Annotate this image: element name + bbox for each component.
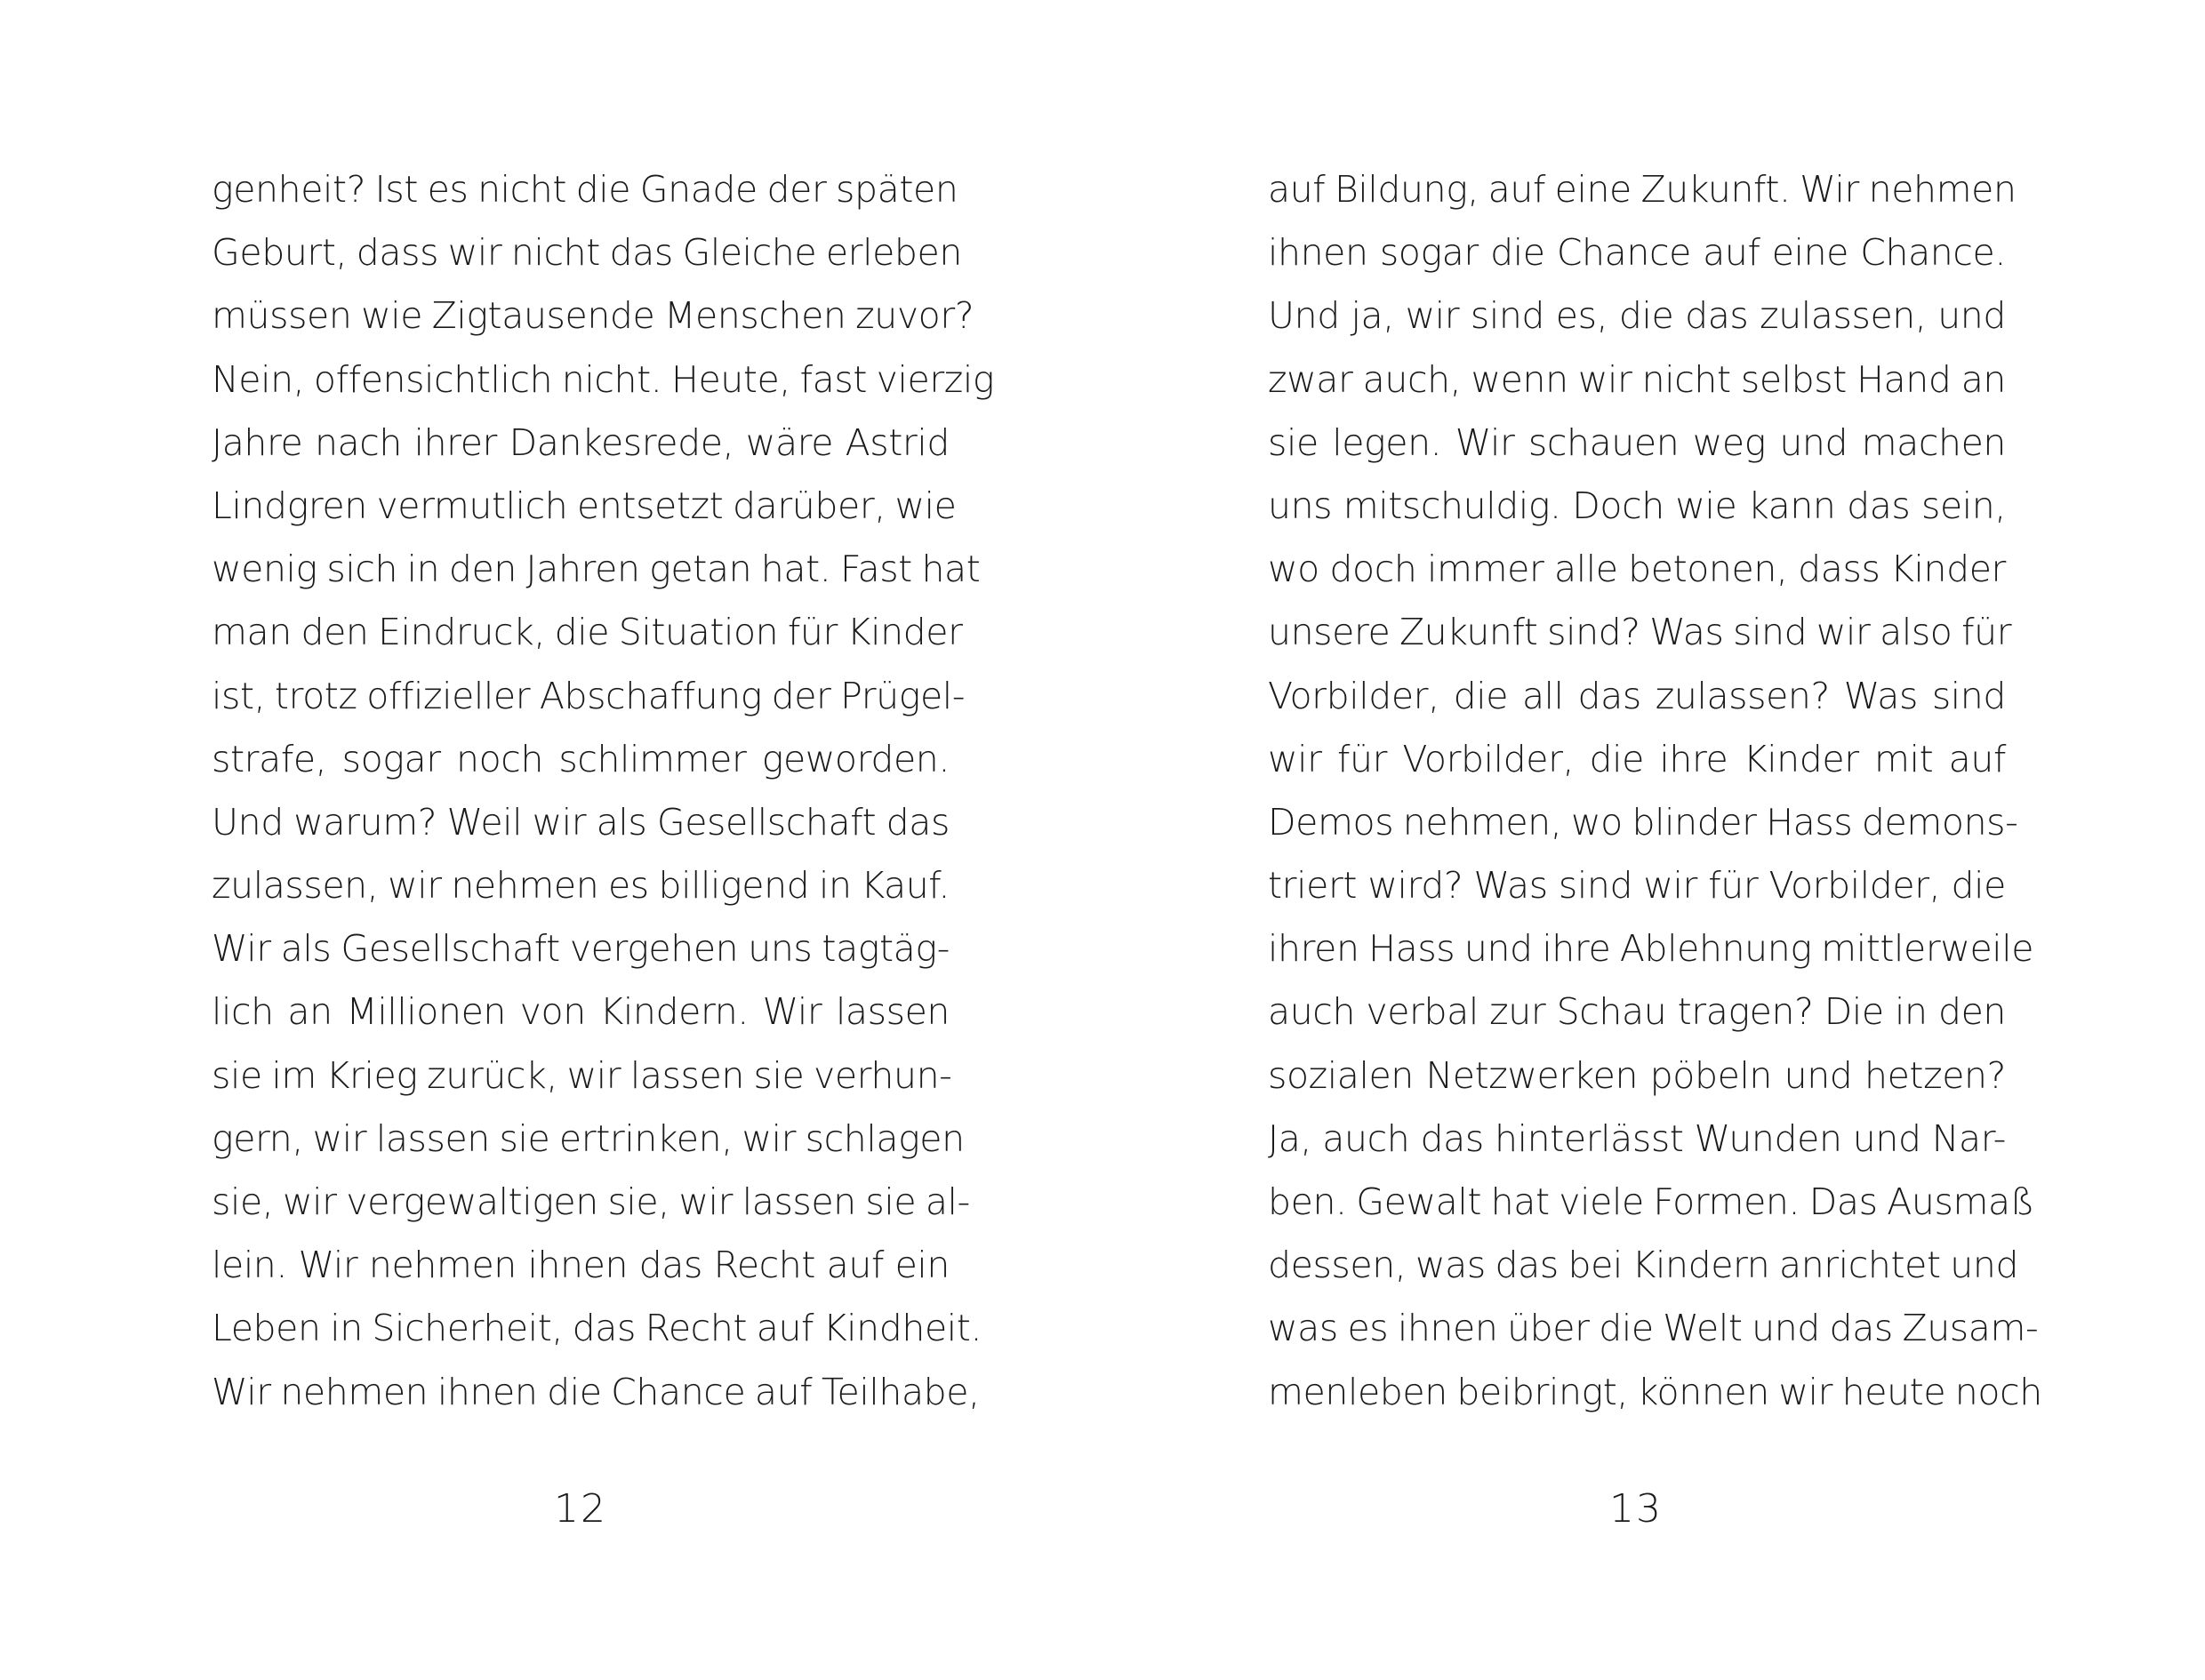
text-line: Nein, offensichtlich nicht. Heute, fast vierzig bbox=[212, 357, 995, 401]
text-line: Wir nehmen ihnen die Chance auf Teilhabe, bbox=[212, 1370, 980, 1413]
text-line: genheit? Ist es nicht die Gnade der späten bbox=[212, 168, 958, 211]
text-line: sie, wir vergewaltigen sie, wir lassen sie al- bbox=[212, 1180, 970, 1223]
text-line: auch verbal zur Schau tragen? Die in den bbox=[1268, 990, 2006, 1034]
text-line: wir für Vorbilder, die ihre Kinder mit auf bbox=[1268, 737, 2006, 780]
text-line: wenig sich in den Jahren getan hat. Fast hat bbox=[212, 548, 981, 591]
text-line: lich an Millionen von Kindern. Wir lassen bbox=[212, 990, 950, 1034]
text-line: dessen, was das bei Kindern anrichtet und bbox=[1268, 1244, 2019, 1287]
text-line: Leben in Sicherheit, das Recht auf Kindheit. bbox=[212, 1307, 982, 1350]
text-line: was es ihnen über die Welt und das Zusam- bbox=[1268, 1307, 2039, 1350]
text-line: unsere Zukunft sind? Was sind wir also für bbox=[1268, 611, 2012, 654]
text-line: Vorbilder, die all das zulassen? Was sind bbox=[1268, 674, 2006, 717]
page-number-left: 12 bbox=[554, 1486, 607, 1532]
text-line: Lindgren vermutlich entsetzt darüber, wie bbox=[212, 484, 957, 527]
text-line: lein. Wir nehmen ihnen das Recht auf ein bbox=[212, 1244, 950, 1287]
left-page bbox=[0, 0, 1102, 1680]
text-line: ist, trotz offizieller Abschaffung der Prügel- bbox=[212, 674, 966, 717]
text-line: sie legen. Wir schauen weg und machen bbox=[1268, 420, 2006, 464]
text-line: Und warum? Weil wir als Gesellschaft das bbox=[212, 800, 950, 844]
text-line: Ja, auch das hinterlässt Wunden und Nar- bbox=[1268, 1116, 2006, 1160]
text-line: ihnen sogar die Chance auf eine Chance. bbox=[1268, 231, 2006, 275]
right-page bbox=[1102, 0, 2205, 1680]
text-line: Jahre nach ihrer Dankesrede, wäre Astrid bbox=[212, 420, 950, 464]
text-line: uns mitschuldig. Doch wie kann das sein, bbox=[1268, 484, 2006, 527]
right-page-body-text bbox=[1268, 158, 2042, 1424]
text-line: sozialen Netzwerken pöbeln und hetzen? bbox=[1268, 1053, 2006, 1097]
text-line: strafe, sogar noch schlimmer geworden. bbox=[212, 737, 950, 780]
text-line: Demos nehmen, wo blinder Hass demons- bbox=[1268, 800, 2018, 844]
text-line: müssen wie Zigtausende Menschen zuvor? bbox=[212, 294, 974, 338]
left-page-body-text bbox=[212, 158, 995, 1424]
text-line: Und ja, wir sind es, die das zulassen, und bbox=[1268, 294, 2006, 338]
text-line: triert wird? Was sind wir für Vorbilder, die bbox=[1268, 864, 2006, 908]
text-line: sie im Krieg zurück, wir lassen sie verhun- bbox=[212, 1053, 952, 1097]
text-line: Wir als Gesellschaft vergehen uns tagtäg- bbox=[212, 927, 950, 971]
text-line: wo doch immer alle betonen, dass Kinder bbox=[1268, 548, 2006, 591]
text-line: zwar auch, wenn wir nicht selbst Hand an bbox=[1268, 357, 2006, 401]
text-line: ihren Hass und ihre Ablehnung mittlerweile bbox=[1268, 927, 2034, 971]
text-line: ben. Gewalt hat viele Formen. Das Ausmaß bbox=[1268, 1180, 2035, 1223]
text-line: auf Bildung, auf eine Zukunft. Wir nehmen bbox=[1268, 168, 2017, 211]
text-line: man den Eindruck, die Situation für Kinder bbox=[212, 611, 963, 654]
text-line: Geburt, dass wir nicht das Gleiche erleben bbox=[212, 231, 962, 275]
text-line: gern, wir lassen sie ertrinken, wir schlagen bbox=[212, 1116, 965, 1160]
text-line: menleben beibringt, können wir heute noch bbox=[1268, 1370, 2042, 1413]
text-line: zulassen, wir nehmen es billigend in Kauf. bbox=[212, 864, 950, 908]
page-number-right: 13 bbox=[1609, 1486, 1663, 1532]
